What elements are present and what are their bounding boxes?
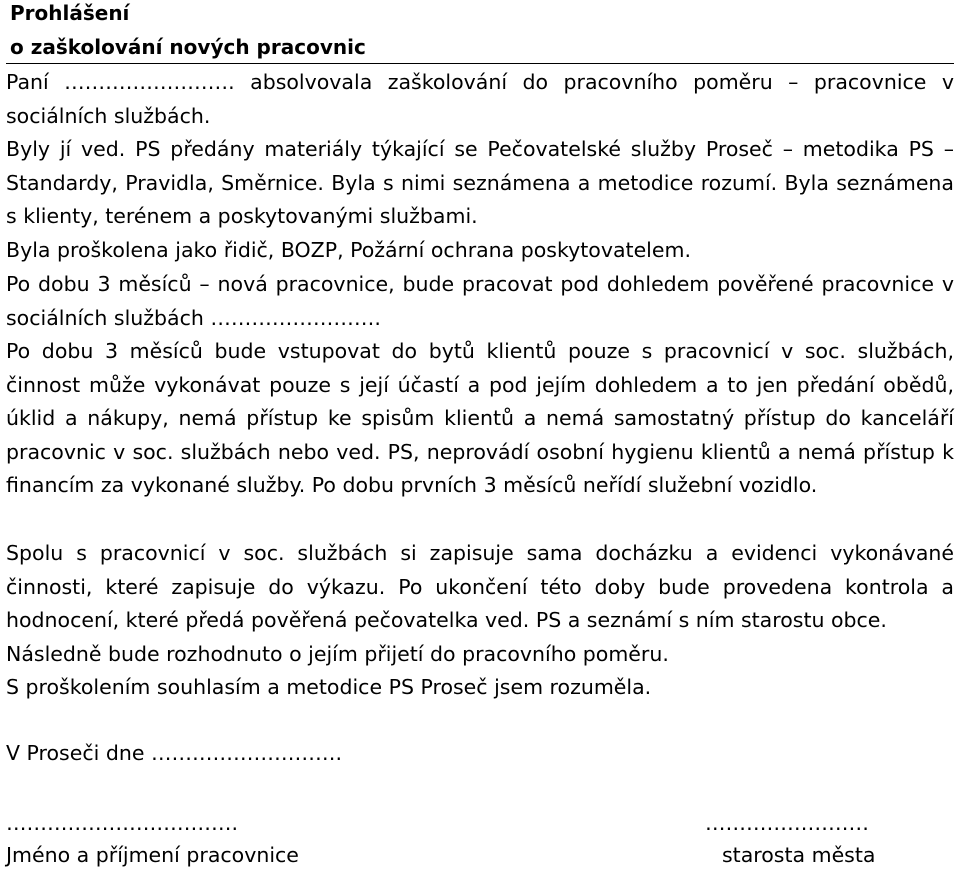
paragraph-attendance: Spolu s pracovnicí v soc. službách si zapisuje sama docházku a evidenci vykonávané činnosti, které zapisuje do výkazu. Po ukončení této doby bude provedena kontrola a hodnocení, které předá pověřená pečovatelka ved. PS a seznámí s ním starostu obce. <box>6 541 954 633</box>
paragraph-decision: Následně bude rozhodnuto o jejím přijetí do pracovního poměru. <box>6 642 669 666</box>
document-subtitle: o zaškolování nových pracovnic <box>10 35 366 59</box>
paragraph-training: Byla proškolena jako řidič, BOZP, Požární ochrana poskytovatelem. <box>6 238 691 262</box>
employee-signature-line: ……………………………. <box>6 811 239 835</box>
paragraph-completion: Paní ……………………. absolvovala zaškolování do pracovního poměru – pracovnice v sociálních službách. <box>6 70 954 128</box>
paragraph-materials: Byly jí ved. PS předány materiály týkající se Pečovatelské služby Proseč – metodika PS – Standardy, Pravidla, Směrnice. Byla s nimi seznámena a metodice rozumí. Byla seznámena s klienty, terénem a poskytovanými službami. <box>6 137 954 229</box>
paragraph-restrictions: Po dobu 3 měsíců bude vstupovat do bytů klientů pouze s pracovnicí v soc. službách, činnost může vykonávat pouze s její účastí a pod jejím dohledem a to jen předání obědů, úklid a nákupy, nemá přístup ke spisům klientů a nemá samostatný přístup do kanceláří pracovnic v soc. službách nebo ved. PS, neprovádí osobní hygienu klientů a nemá přístup k financím za vykonané služby. Po dobu prvních 3 měsíců neřídí služební vozidlo. <box>6 339 954 498</box>
mayor-signature-line: …………………… <box>705 811 869 835</box>
mayor-signature-label: starosta města <box>722 843 876 867</box>
employee-signature-label: Jméno a příjmení pracovnice <box>6 843 299 867</box>
paragraph-consent: S proškolením souhlasím a metodice PS Proseč jsem rozuměla. <box>6 675 652 699</box>
title-underline <box>6 63 954 64</box>
paragraph-supervision: Po dobu 3 měsíců – nová pracovnice, bude pracovat pod dohledem pověřené pracovnice v sociálních službách ……………………. <box>6 272 954 330</box>
date-line: V Proseči dne ………………………. <box>6 741 342 765</box>
document-title: Prohlášení <box>10 1 130 25</box>
